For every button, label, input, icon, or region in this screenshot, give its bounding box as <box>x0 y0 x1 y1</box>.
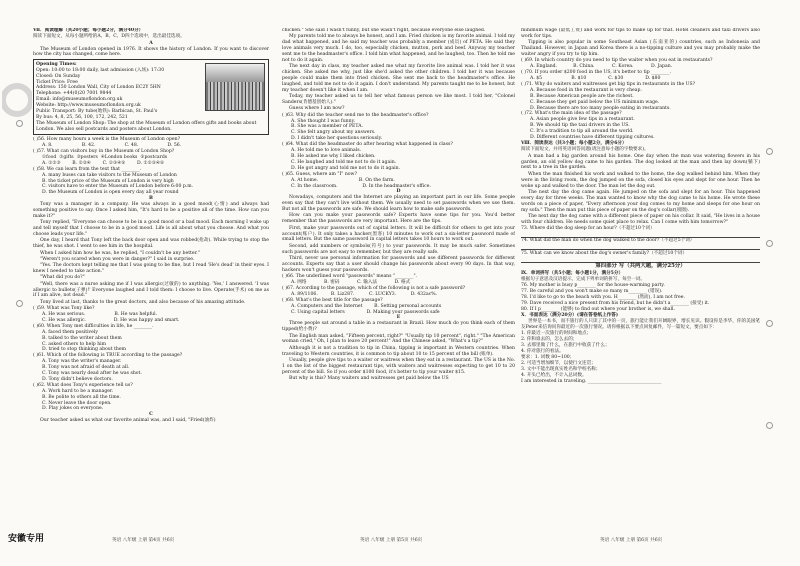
question-65: ( )65. Guess, where am "I" now? <box>282 171 357 177</box>
box-line: Address: 150 London Wall, City of London EC2Y 5HN <box>36 85 161 91</box>
answer-line-74[interactable] <box>521 244 760 250</box>
writing-tip: 4. 开头已给出，不计入总词数。 <box>521 372 587 378</box>
section-8-header: Ⅷ．阅读表达（共3小题；每小题2分，满分6分） <box>521 141 627 146</box>
question-72: ( )72. What's the main idea of the passage? <box>521 111 622 117</box>
option-61-c: C. Tony was nearly dead after he was shot. <box>42 371 142 377</box>
column-page-6 <box>521 28 760 533</box>
question-59: ( )59. What was Tony like? <box>33 306 95 312</box>
option-62-d: D. Play jokes on everyone. <box>42 406 104 412</box>
passage-b-paragraph: "What did you do?" <box>40 275 85 281</box>
column-page-5 <box>282 28 515 533</box>
passage-e-paragraph: Tipping is also popular in some Southeast Asian (东南亚的) countries, such as Indonesia and Thailand. However, in Japan and Korea there is a no-tipping culture and you may probably make the waiter angry if you try to tip him. <box>521 40 760 58</box>
box-line: Telephone: +44(0)20 7001 9844 <box>36 91 112 97</box>
question-64: ( )64. What did the headmaster do after hearing what happened in class? <box>282 142 453 148</box>
section-9-instruction: 根据句子意思及汉语提示，完成下列单词的拼写，每空一词。 <box>521 276 646 282</box>
question-74: 74. What did the man do when the dog walked to the door?（不超过5个词） <box>521 238 695 244</box>
options-59: A. He was serious. B. He was helpful. <box>42 311 158 317</box>
question-68: ( )68. What's the best title for the passage? <box>282 297 383 303</box>
box-line: Open: 10:00 to 18:00 daily, last admission (入场): 17:30 <box>36 67 165 73</box>
section-8-instruction: 阅读下面短文，并用英语回答问题(请注意每小题的字数要求)。 <box>521 147 649 153</box>
writing-opener: I am interested in traveling. ________________________________ <box>521 378 662 384</box>
passage-c-paragraph: My parents told me to always be honest, and I am. Fried chicken is my favorite animal. I told my dad what happened, and he said my teacher was probably a member (成员) of PETA. He said they love animals very much. I do, too, especially chicken, mutton, pork and beef. Anyway my teacher sent me to the headmaster's office. I told him what happened, and he laughed, too. Then he told me not to do it again. <box>282 34 515 63</box>
section-7-header: Ⅶ．阅读理解（共20小题；每小题2分，满分40分） <box>33 28 144 33</box>
writing-tip: 3. 文中不能出现真实姓名和学校名称； <box>521 366 601 372</box>
box-line: The Museum of London Shop: The shop at the Museum of London offers gifts and books about London. We also sell postcards and posters about London. <box>36 120 257 132</box>
options-65: A. At home. B. On the farm. <box>291 177 395 183</box>
box-line: Email: info@museumoflondon.org.uk <box>36 97 123 103</box>
passage-d-paragraph: Nowadays, computers and the Internet are playing an important part in our life. Some people even say that they can't live without them. We usually need to set passwords when we use them. But not all the passwords are safe. We should learn how to make safe passwords. <box>282 195 515 213</box>
option-64-d: D. He got angry and told me not to do it again. <box>291 165 400 171</box>
passage-c-paragraph: The next day in class, my teacher asked me what my favorite live animal was. I told her it was chicken. She asked me why, just like she'd asked the other children. I told her it was because people could make them into fried chicken. She sent me back to the headmaster's office. He laughed, and told me not to do it again. I don't understand. My parents taught me to be honest, but my teacher doesn't like it when I am. <box>282 64 515 93</box>
column-page-4 <box>33 28 269 533</box>
question-70: ( )70. If you order $200 food in the US, it's better to tip ________. <box>521 70 672 76</box>
writing-tip: 要求：1. 词数 80~100； <box>521 354 575 360</box>
watermark-logo <box>2 60 32 140</box>
passage-d-paragraph: How can you make your passwords safe? Experts have some tips for you. You'd better remember that the passwords are very important. Here are the tips. <box>282 213 515 225</box>
options-68: A. Computers and the Internet B. Setting personal accounts <box>291 303 442 309</box>
option-64-a: A. He told me to love animals. <box>291 148 362 154</box>
options-69: A. England. B. China. C. Korea. D. Japan. <box>530 64 673 70</box>
answer-line-75[interactable] <box>521 257 760 263</box>
passage-d-paragraph: Second, add numbers or symbols(符号) to your passwords. It may be much safer. Sometimes such passwords are not easy to remember, but they are really safe. <box>282 243 515 255</box>
passage-e-paragraph: The English man asked, "Fifteen percent, right?" "Usually tip 10 percent", right." "The American woman cried," Oh, I plan to leave 20 percent!" And the Chinese asked, "What's a tip?" <box>282 333 515 345</box>
passage-c-paragraph: Our teacher asked us what our favorite animal was, and I said, "Fried(油炸) <box>40 418 216 424</box>
binding-hole <box>16 300 23 307</box>
options-70: A. $5 B. $10 C. $30 D. $80 <box>530 76 661 82</box>
options-65: C. In the classroom. D. In the headmaster's office. <box>291 183 431 189</box>
option-60-a: A. faced them positively <box>42 329 98 335</box>
passage-c-paragraph: Guess where I am now? <box>289 106 345 112</box>
reading-paragraph: A man had a big garden around his home. One day when the man was watering flowers in his garden, an old yellow dog came to his garden. The dog looked at the man and then lay down(躺下) next to a tree in the garden. <box>521 153 760 171</box>
writing-tip: 4. 你对旅行的看法。 <box>521 349 564 354</box>
passage-e-paragraph: Although it is not a tradition to tip in China, tipping is important in Western countries. When traveling to Western countries, it is common to tip about 10 to 15 percent of the bill (账单). <box>282 345 515 357</box>
footer-page-5: 英语 八年级 上册 第5页 共6页 <box>360 538 423 543</box>
option-58-d: D. the Museum of London is open every day all year round <box>42 190 179 196</box>
option-71-a: A. Because food in the restaurant is very cheap. <box>530 87 642 93</box>
reading-paragraph: The next day the dog came again. He jumped on the sofa and slept for an hour. This happened every day for three weeks. The man wanted to know why the dog came to his home. He wrote these words on a piece of paper, "Every afternoon your dog comes to my home and sleeps for one hour on my sofa." Then the man put this piece of paper on the dog's collar(项圈). <box>521 189 760 213</box>
question-57: ( )57. What can visitors buy in the Museum of London Shop? <box>33 149 175 154</box>
option-71-c: C. Because they get paid below the US minimum wage. <box>530 99 660 105</box>
section-10-header: Ⅹ．书面表达（满分20分）(请在答卷纸上作答) <box>521 312 618 318</box>
binding-hole <box>766 240 773 247</box>
passage-b-paragraph: Tony replied, "Everyone can choose to be in a good mood or a bad mood. Each morning I wake up and tell myself that I choose to be in a good mood. Life is all about what you choose. And what you choose leads your life." <box>33 220 269 238</box>
passage-d-paragraph: Third, never use personal information for passwords and use different passwords for different accounts. Experts say that a user should change his passwords about every 90 days. In that way, hackers won't guess your passwords. <box>282 255 515 273</box>
option-64-b: B. He asked me why I liked chicken. <box>291 153 376 159</box>
part-4-header: 第四部分 写（共两大题，满分25分） <box>595 262 686 269</box>
box-line: By bus: 4, 8, 25, 56, 100, 172, 242, 521 <box>36 114 128 120</box>
box-line: Public Transport: By tube(地铁): Barbican, St. Paul's <box>36 109 158 115</box>
question-60: ( )60. When Tony met difficulties in life, he ________. <box>33 323 154 329</box>
option-58-c: C. visitors have to enter the Museum of London before 6:00 p.m. <box>42 184 194 190</box>
reading-paragraph: When the man finished his work and walked to the home, the dog walked behind him. When they were in the living room, the dog jumped on the sofa, closed his eyes and slept for one hour. Then he woke up and walked to the door. The man let the dog out. <box>521 171 760 189</box>
binding-hole <box>766 320 773 327</box>
reading-paragraph: The next day the dog came with a different piece of paper on his collar. It said, "He lives in a house with four children. He needs some quiet place to relax. Can I come with him tomorrow?" <box>521 213 760 225</box>
option-61-d: D. Tony didn't believe doctors. <box>42 376 113 382</box>
writing-tip: 2. 可适当增加细节，以使行文连贯； <box>521 360 596 366</box>
passage-b-paragraph: One day, I heard that Tony left the back door open and was robbed(抢劫). While trying to stop the thief, he was shot. I went to see him in the hospital. <box>33 238 269 250</box>
option-62-a: A. Work hard to be a manager. <box>42 388 114 394</box>
options-67: A. 89/1106. B. Liz287. C. LUCKY3. D. 432ac%. <box>291 291 438 297</box>
option-58-b: B. the ticket price of the Museum of London is very high <box>42 178 174 184</box>
passage-e-label: E <box>396 315 401 321</box>
question-77: 77. Be careful and you won't make so many m________ (错误). <box>521 289 663 295</box>
passage-c-paragraph: chicken." She said I wasn't funny, but she wasn't right, because everyone else laughed. <box>282 28 486 33</box>
option-60-d: D. tried to stop thinking about them <box>42 347 126 353</box>
options-59: C. He was allergic. D. He was happy and smart. <box>42 317 180 323</box>
passage-e-paragraph: minimum wage (最低工资) and work for tips to make up for that. Hotel cleaners and taxi drivers also work for tips. <box>521 28 760 39</box>
question-58: ( )58. We can learn from the text that ________. <box>33 166 142 172</box>
passage-a-label: A <box>149 40 153 46</box>
option-62-c: C. Never leave the door open. <box>42 400 112 406</box>
passage-b-paragraph: "Yes. The doctors kept telling me that I was going to be fine, but I read 'He's dead' in their eyes. I knew I needed to take action." <box>33 263 269 275</box>
passage-d-paragraph: First, make your passwords out of capital letters. It will be difficult for others to get into your account(账户). It only takes a hacker(黑客) 10 minutes to work out a six-letter password made of small letters. But the same password in capital letters takes 10 hours to work out. <box>282 225 515 243</box>
option-71-b: B. Because American people are the richest. <box>530 93 634 99</box>
question-79: 79. Dave received a nice present from his friend, but he didn't a________ (接受) it. <box>521 300 710 306</box>
binding-hole <box>766 148 773 155</box>
museum-info-box <box>33 59 269 135</box>
passage-b-paragraph: Tony was a manager in a company. He was always in a good mood(心情) and always had something positive to say. Once I asked him, "It's hard to be a positive all of the time. How can you make it?" <box>33 202 269 219</box>
passage-d-label: D <box>396 189 401 195</box>
option-72-d: D. Different countries have different tipping cultures. <box>530 135 655 141</box>
question-56: ( )56. How many hours a week is the Museum of London open? <box>33 137 181 143</box>
passage-b-label: B <box>149 196 153 202</box>
passage-b-paragraph: When I asked him how he was, he replied, "I couldn't be any better." <box>40 250 200 256</box>
question-71: ( )71. Why do waiters and waitresses get big tips in restaurants in the US? <box>521 81 696 87</box>
option-62-b: B. Be polite to others all the time. <box>42 394 121 400</box>
option-60-c: C. asked others to help him <box>42 341 106 347</box>
option-63-a: A. She thought I was funny. <box>291 118 356 124</box>
option-63-d: D. I didn't take her questions seriously. <box>291 136 383 142</box>
options-57: A. ①②③ B. ②③④ C. ②③④⑤ D. ①②③④⑤ <box>42 160 165 166</box>
box-line: Closed: On Sunday <box>36 73 81 79</box>
option-64-c: C. He laughed and told me not to do it again. <box>291 159 397 165</box>
footer-page-6: 英语 八年级 上册 第6页 共6页 <box>600 538 663 543</box>
regional-brand-label: 安徽专用 <box>8 534 45 544</box>
option-60-b: B. talked to the writer about them <box>42 335 122 341</box>
passage-b-paragraph: "Well, there was a nurse asking me if I was allergic(过敏的) to anything. 'Yes,' I answered. 'I was allergic to bullets(子弹)!' Everyone laughed and I told them: I choose to live. Operate(手术) on me as if I am alive, not dead." <box>33 281 269 299</box>
option-58-a: A. many buses can take visitors to the Museum of London <box>42 172 177 178</box>
option-63-b: B. She was a member of PETA. <box>291 124 363 130</box>
question-66: ( )66. The underlined word "passwords" means "________". <box>282 274 418 280</box>
footer-page-4: 英语 八年级 上册 第4页 共6页 <box>112 538 175 543</box>
option-61-b: B. Tony was not afraid of death at all. <box>42 365 130 371</box>
passage-c-paragraph: Today, my teacher asked us to tell her what famous person we like most. I told her, "Colonel Sanders(肯德基创始人)." <box>282 94 515 106</box>
museum-photo <box>205 63 265 111</box>
options-56: A. 8. B. 42. C. 48. D. 56. <box>42 143 182 149</box>
question-73: 73. Where did the dog sleep for an hour?（不超过10个词） <box>521 226 655 232</box>
options-57-items: ①food ②gifts ③posters ④London books ⑤postcards <box>42 154 168 160</box>
question-76: 76. My mother is busy p________ for the house-warming party. <box>521 283 665 289</box>
options-68: C. Using capital letters D. Making your passwords safe <box>291 309 440 315</box>
options-66: A. 网络 B. 密码 C. 输入法 D. 格式 <box>291 279 411 285</box>
question-63: ( )63. Why did the teacher send me to the headmaster's office? <box>282 112 429 118</box>
passage-b-paragraph: Tony lived at last, thanks to the great doctors, and also because of his amazing attitude. <box>40 299 246 305</box>
question-80: 80. If I p________ (能够) to find out where your brother is, we shall. <box>521 306 675 312</box>
passage-e-paragraph: Usually, people give tips to a waiter or waitress when they eat in a restaurant. The US is the No. 1 on the list of the biggest restaurant tips, with waiters and waitresses expecting to get 10 to 20 percent of the bill. So if you order $100 food, it's better to tip your waiter $15. <box>282 357 515 375</box>
writing-tip: 1. 你最近一次旅行的时间和地点； <box>521 331 592 337</box>
passage-c-label: C <box>149 412 153 418</box>
writing-tip: 3. 去那里做了什么，在旅行中收获了什么； <box>521 343 610 349</box>
option-72-b: B. We should tip the taxi drivers in the US. <box>530 123 630 129</box>
box-line: Ticket Price: Free <box>36 79 78 85</box>
writing-prompt: 世界是一本书，而不旅行的人只读了其中的一页，旅行能让我们开阔眼界，增长见识。假设你是李华，你的美国笔友Peter来信询问你最近的一次旅行情况。请你根据以下要点回复邮件，写一篇短文，要点如下： <box>521 319 760 330</box>
question-62: ( )62. What does Tony's experience tell us? <box>33 382 133 388</box>
option-72-a: A. Asian people give few tips in a restaurant. <box>530 117 635 123</box>
passage-e-paragraph: Three people sat around a table in a restaurant in Brazil. How much do you think each of them tipped(给小费)? <box>282 321 515 333</box>
option-72-c: C. It's a tradition to tip all around the world. <box>530 129 634 135</box>
section-7-instruction: 阅读下面短文，从每小题所给的A、B、C、D四个选项中，选出最佳选项。 <box>33 34 185 40</box>
passage-e-paragraph: But why is this? Many waiters and waitresses get paid below the US <box>289 376 449 382</box>
option-63-c: C. She felt angry about my answers. <box>291 130 376 136</box>
binding-hole <box>766 422 773 429</box>
box-line: Opening Times: <box>36 61 77 67</box>
question-75: 75. What can we know about the dog's owner's family?（不超过10个词） <box>521 250 688 256</box>
question-78: 78. I'd like to go to the beach with you. H________ (然而), I am not free. <box>521 295 685 301</box>
passage-b-paragraph: "Weren't you scared when you were in danger?" I said in surprise. <box>40 256 195 262</box>
option-61-a: A. Tony was the writer's manager. <box>42 359 122 365</box>
section-9-header: Ⅸ．单词拼写（共5小题；每小题1分，满分5分） <box>521 270 624 276</box>
question-61: ( )61. Which of the following is TRUE according to the passage? <box>33 353 183 359</box>
option-71-d: D. Because there are too many people eating in restaurants. <box>530 105 671 111</box>
question-67: ( )67. According to the passage, which of the following is not a safe password? <box>282 285 466 291</box>
passage-a-intro: The Museum of London opened in 1976. It shows the history of London. If you want to discover how the city has changed, come here. <box>33 46 269 58</box>
question-69: ( )69. In which country do you need to tip the waiter when you eat in restaurants? <box>521 58 713 64</box>
writing-tip: 2. 你和谁去的，怎么去的； <box>521 337 578 343</box>
box-line: Website: http://www.museumoflondon.org.uk <box>36 103 141 109</box>
